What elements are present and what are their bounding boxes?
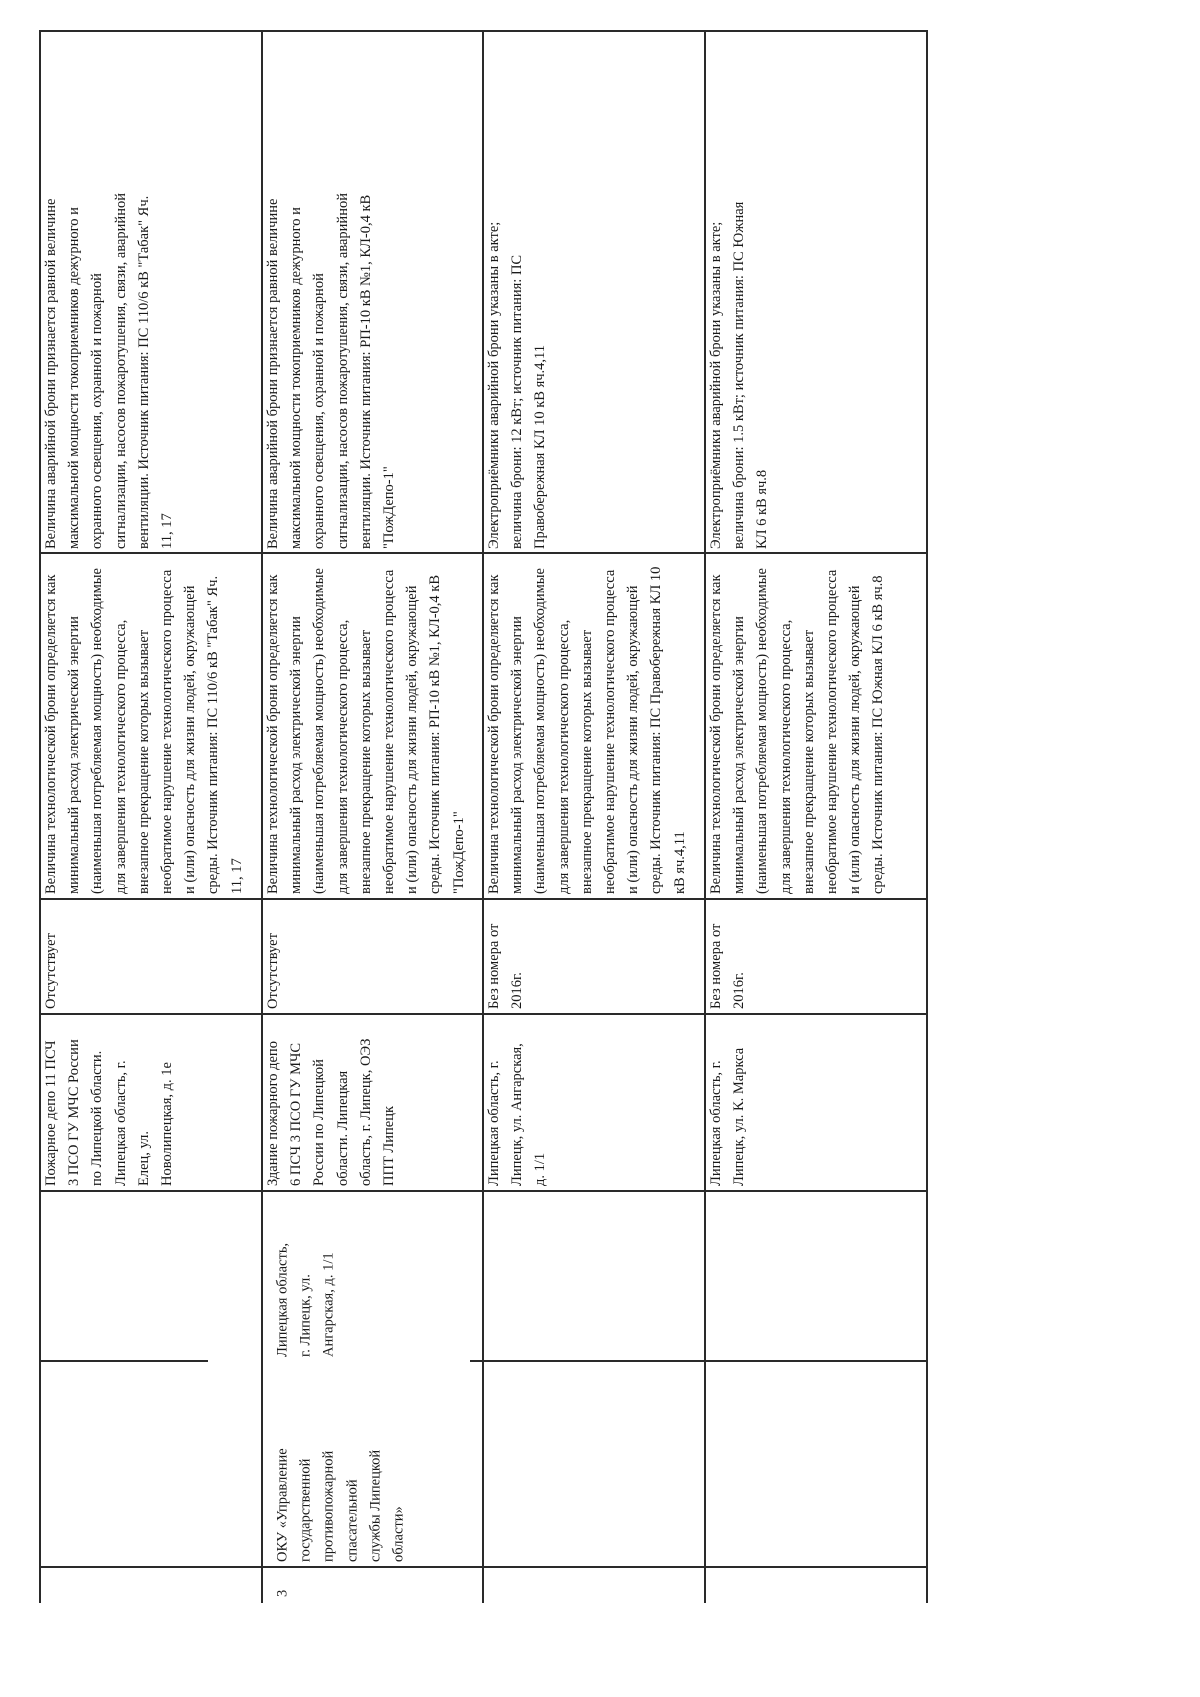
act-cell-2: Отсутствует: [265, 933, 281, 1009]
column-divider-org-top: [39, 1360, 208, 1362]
emergency-reserve-cell-2: Величина аварийной брони признается равной величине максимальной мощности токоприемников дежурного и охранного освещения, охранной и пожарной сигнализации, насосов пожаротушения, связи, аварийной вентиляции. Источник питания: РП-10 кВ №1, КЛ-0,4 кВ "ПожДепо-1": [265, 193, 398, 549]
object-cell-3: Липецкая область, г. Липецк, ул. Ангарская, д. 1/1: [486, 1043, 549, 1186]
act-cell-3: Без номера от 2016г.: [486, 923, 526, 1009]
act-cell-4: Без номера от 2016г.: [708, 923, 748, 1009]
object-cell-4: Липецкая область, г. Липецк, ул. К. Маркса: [708, 1047, 748, 1186]
tech-reserve-cell-4: Величина технологической брони определяется как минимальный расход электрической энергии (наименьшая потребляемая мощность) необходимые для завершения технологического процесса, внезапное прекращение которых вызывает необратимое нарушение технологического процесса и (или) опасность для жизни людей, окружающей среды. Источник питания: ПС Южная КЛ 6 кВ яч.8: [708, 568, 887, 894]
act-cell-1: Отсутствует: [43, 933, 59, 1009]
emergency-reserve-cell-4: Электроприёмники аварийной брони указаны в акте; величина брони: 1.5 кВт; источник питания: ПС Южная КЛ 6 кВ яч.8: [708, 201, 771, 549]
emergency-reserve-cell-1: Величина аварийной брони признается равной величине максимальной мощности токоприемников дежурного и охранного освещения, охранной и пожарной сигнализации, насосов пожаротушения, связи, аварийной вентиляции. Источник питания: ПС 110/6 кВ "Табак" Яч. 11, 17: [43, 193, 176, 549]
emergency-reserve-cell-3: Электроприёмники аварийной брони указаны в акте; величина брони: 12 кВт; источник питания: ПС Правобережная КЛ 10 кВ яч.4,11: [486, 221, 549, 549]
row-number-cell: 3: [274, 1589, 291, 1597]
tech-reserve-cell-3: Величина технологической брони определяется как минимальный расход электрической энергии (наименьшая потребляемая мощность) необходимые для завершения технологического процесса, внезапное прекращение которых вызывает необратимое нарушение технологического процесса и (или) опасность для жизни людей, окружающей среды. Источник питания: ПС Правобережная КЛ 10 кВ яч.4,11: [486, 566, 688, 894]
tech-reserve-cell-1: Величина технологической брони определяется как минимальный расход электрической энергии (наименьшая потребляемая мощность) необходимые для завершения технологического процесса, внезапное прекращение которых вызывает необратимое нарушение технологического процесса и (или) опасность для жизни людей, окружающей среды. Источник питания: ПС 110/6 кВ "Табак" Яч. 11, 17: [43, 568, 245, 894]
tech-reserve-cell-2: Величина технологической брони определяется как минимальный расход электрической энергии (наименьшая потребляемая мощность) необходимые для завершения технологического процесса, внезапное прекращение которых вызывает необратимое нарушение технологического процесса и (или) опасность для жизни людей, окружающей среды. Источник питания: РП-10 кВ №1, КЛ-0,4 кВ "ПожДепо-1": [265, 568, 467, 894]
object-cell-1: Пожарное депо 11 ПСЧ 3 ПСО ГУ МЧС России по Липецкой области. Липецкая область, г. Елец, ул. Новолипецкая, д. 1е: [43, 1039, 176, 1186]
legal-address-cell: Липецкая область, г. Липецк, ул. Ангарская, д. 1/1: [274, 1242, 337, 1357]
table-border-right: [926, 30, 928, 1603]
object-cell-2: Здание пожарного депо 6 ПСЧ 3 ПСО ГУ МЧС России по Липецкой области. Липецкая область, г. Липецк, ОЭЗ ППТ Липецк: [265, 1038, 398, 1186]
organization-cell: ОКУ «Управление государственной противопожарной спасательной службы Липецкой области»: [274, 1448, 407, 1562]
